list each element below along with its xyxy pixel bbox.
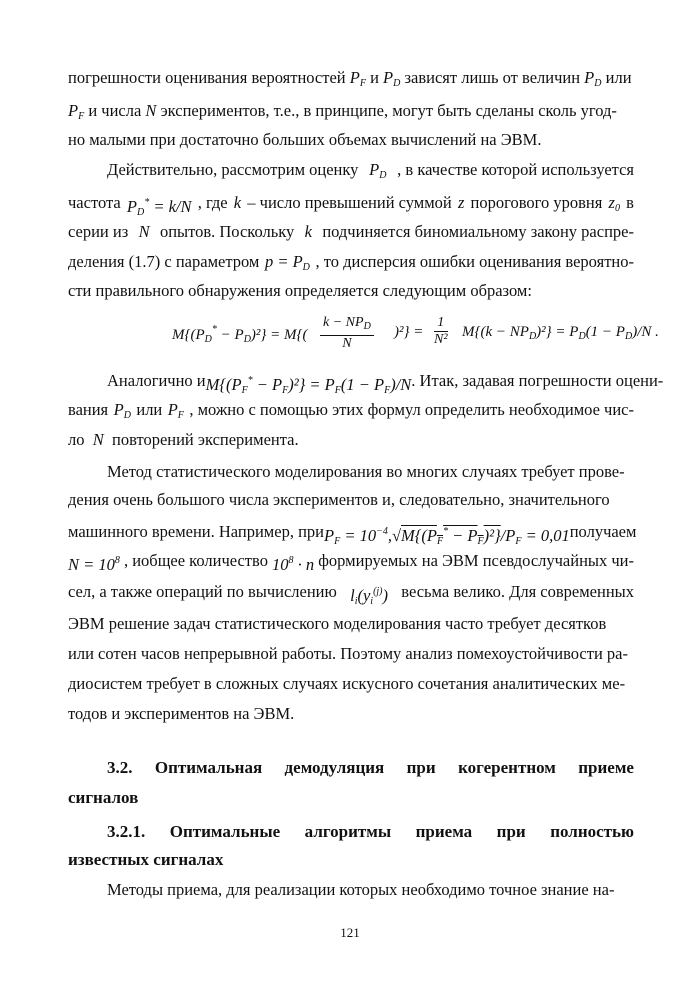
paragraph2-line3: серии из N опытов. Поскольку k подчиняется биномиальному закону распре- (68, 222, 634, 241)
paragraph4-line8: диосистем требует в сложных случаях искусного сочетания аналитических ме- (68, 674, 626, 693)
variance-formula: $M\{(P_D^* - P_D)^2\} = M${( $k - NP_D$ N )²} = $\frac{1}{\text{N²}}$ $M\{(k - NP_D)^2\} = P_D(1 - P_D)/N$ . (172, 315, 659, 351)
paragraph1-line1: погрешности оценивания вероятностей $P_F$ и $P_D$ зависят лишь от величин $P_D$ или (68, 68, 632, 89)
section-3-2-heading-line2: сигналов (68, 788, 139, 807)
paragraph1-line2: $P_F$ и числа N экспериментов, т.е., в принципе, могут быть сделаны сколь угод- (68, 101, 617, 122)
formula-fraction-2: $\frac{1}{\text{N²}}$ (434, 315, 448, 347)
page-number: 121 (340, 925, 360, 940)
paragraph4-line7: или сотен часов непрерывной работы. Поэтому анализ помехоустойчивости ра- (68, 644, 628, 663)
paragraph4-line4: $N = 10^8$ , иобщее количество $10^8 \cdot n$ формируемых на ЭВМ псевдослучайных чи- (68, 551, 634, 574)
section-3-2-1-heading-line2: известных сигналах (68, 850, 224, 869)
paragraph3-line1: Аналогично и $M\{(P_F^* - P_F)^2\} = P_F(1 - P_F)/N$ . Итак, задавая погрешности оцени- (107, 371, 664, 396)
paragraph2-line1: Действительно, рассмотрим оценку $P_D$ , в качестве которой используется (107, 160, 634, 181)
paragraph3-line2: вания $P_D$ или $P_F$ , можно с помощью этих формул определить необходимое чис- (68, 400, 634, 421)
paragraph4-line6: ЭВМ решение задач статистического моделирования часто требует десятков (68, 614, 607, 633)
formula-fraction-1: $k - NP_D$ N (320, 315, 374, 352)
section-3-2-heading: 3.2. Оптимальная демодуляция при когерентном приеме (107, 758, 634, 777)
paragraph3-line3: ло N повторений эксперимента. (68, 430, 299, 449)
section-3-2-1-heading: 3.2.1. Оптимальные алгоритмы приема при полностью (107, 822, 634, 841)
paragraph4-line9: тодов и экспериментов на ЭВМ. (68, 704, 295, 723)
paragraph4-line2: дения очень большого числа экспериментов и, следовательно, значительного (68, 490, 610, 509)
paragraph2-line4: деления (1.7) с параметром $p = P_D$ , то дисперсия ошибки оценивания вероятно- (68, 252, 634, 273)
paragraph1-line3: но малыми при достаточно больших объемах вычислений на ЭВМ. (68, 130, 542, 149)
paragraph5-line1: Методы приема, для реализации которых необходимо точное знание на- (107, 880, 615, 899)
paragraph2-line5: сти правильного обнаружения определяется следующим образом: (68, 281, 532, 300)
paragraph2-line2: частота $P_D^* = k/N$ , где k – число превышений суммой z порогового уровня $z_0$ в (68, 193, 634, 218)
paragraph4-line3: машинного времени. Например, при $P_F = 10^{-4}$, $√M\{(P_F^* - P_F)^2\}/P_F = 0,01$ получаем (68, 522, 637, 547)
paragraph4-line5: сел, а также операций по вычислению $l_i(y_i^{(j)})$ весьма велико. Для современных (68, 582, 634, 607)
paragraph4-line1: Метод статистического моделирования во многих случаях требует прове- (107, 462, 625, 481)
